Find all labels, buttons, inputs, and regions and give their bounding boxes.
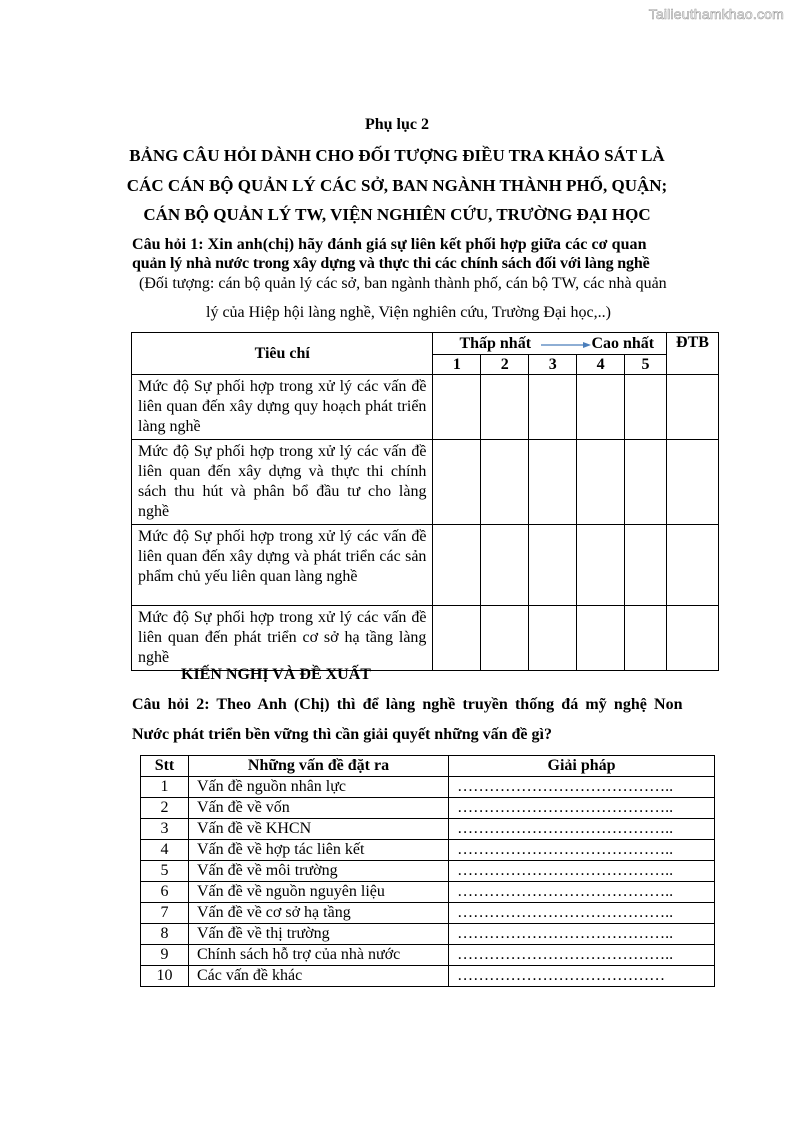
rating-cell[interactable] [625,525,667,606]
scale-low-label: Thấp nhất [459,335,532,352]
criteria-cell: Mức độ Sự phối hợp trong xử lý các vấn đề liên quan đến phát triển cơ sở hạ tầng làng nghề [132,606,433,671]
rating-cell[interactable] [481,606,529,671]
criteria-header: Tiêu chí [132,333,433,375]
question1-note-line-2: lý của Hiệp hội làng nghề, Viện nghiên cứu, Trường Đại học,..) [206,304,611,321]
appendix-title: Phụ lục 2 [364,116,429,133]
solution-cell[interactable]: ………………………………….. [449,924,715,945]
scale-3: 3 [529,355,577,375]
issue-header: Những vấn đề đặt ra [188,756,448,777]
coordination-rating-table [131,332,719,671]
question1-line-1: Câu hỏi 1: Xin anh(chị) hãy đánh giá sự liên kết phối hợp giữa các cơ quan [132,236,647,253]
rating-cell[interactable] [577,525,625,606]
avg-score-cell[interactable] [666,525,718,606]
solution-cell[interactable]: ………………………………….. [449,840,715,861]
table-row [141,819,715,840]
rating-cell[interactable] [625,440,667,525]
stt-cell: 7 [141,903,189,924]
issue-cell: Vấn đề về KHCN [188,819,448,840]
table-row [132,606,719,671]
rating-cell[interactable] [481,375,529,440]
scale-1: 1 [433,355,481,375]
criteria-cell: Mức độ Sự phối hợp trong xử lý các vấn đề liên quan đến xây dựng và phát triển các sản phẩm chủ yếu liên quan làng nghề [132,525,433,606]
stt-cell: 10 [141,966,189,987]
question2-line-2: Nước phát triển bền vững thì cần giải quyết những vấn đề gì? [132,726,552,743]
solution-cell[interactable]: ………………………………….. [449,903,715,924]
solution-header: Giải pháp [449,756,715,777]
stt-cell: 9 [141,945,189,966]
rating-cell[interactable] [577,375,625,440]
solution-cell[interactable]: ………………………………….. [449,861,715,882]
scale-2: 2 [481,355,529,375]
watermark: Tailieuthamkhao.com [648,6,784,22]
rating-cell[interactable] [625,375,667,440]
table-row [141,798,715,819]
rating-cell[interactable] [577,440,625,525]
scale-4: 4 [577,355,625,375]
stt-header: Stt [141,756,189,777]
issue-cell: Vấn đề về nguồn nguyên liệu [188,882,448,903]
avg-score-cell[interactable] [666,606,718,671]
solution-cell[interactable]: ………………………………….. [449,945,715,966]
criteria-cell: Mức độ Sự phối hợp trong xử lý các vấn đề liên quan đến xây dựng quy hoạch phát triển làng nghề [132,375,433,440]
table-row [132,375,719,440]
issue-cell: Các vấn đề khác [188,966,448,987]
rating-cell[interactable] [433,375,481,440]
table-row [141,861,715,882]
stt-cell: 2 [141,798,189,819]
rating-cell[interactable] [529,440,577,525]
stt-cell: 1 [141,777,189,798]
recommendations-heading: KIẾN NGHỊ VÀ ĐỀ XUẤT [181,666,371,683]
rating-cell[interactable] [433,606,481,671]
solution-cell[interactable]: ………………………………….. [449,819,715,840]
rating-cell[interactable] [433,525,481,606]
scale-header [433,333,667,355]
rating-cell[interactable] [577,606,625,671]
issue-cell: Vấn đề về môi trường [188,861,448,882]
stt-cell: 4 [141,840,189,861]
table-row [141,903,715,924]
rating-cell[interactable] [625,606,667,671]
stt-cell: 3 [141,819,189,840]
question1-line-2: quản lý nhà nước trong xây dựng và thực thi các chính sách đối với làng nghề [132,255,650,272]
scale-5: 5 [625,355,667,375]
issue-cell: Vấn đề nguồn nhân lực [188,777,448,798]
table-row [141,777,715,798]
table-row [141,882,715,903]
rating-cell[interactable] [529,375,577,440]
issue-cell: Vấn đề về cơ sở hạ tầng [188,903,448,924]
solution-cell[interactable]: ………………………………….. [449,798,715,819]
issue-cell: Vấn đề về vốn [188,798,448,819]
avg-score-cell[interactable] [666,440,718,525]
solution-cell[interactable]: ………………………………… [449,966,715,987]
avg-score-header: ĐTB [666,333,718,375]
heading-line-3: CÁN BỘ QUẢN LÝ TW, VIỆN NGHIÊN CỨU, TRƯỜNG ĐẠI HỌC [143,205,651,224]
avg-score-cell[interactable] [666,375,718,440]
rating-cell[interactable] [481,525,529,606]
stt-cell: 8 [141,924,189,945]
stt-cell: 5 [141,861,189,882]
stt-cell: 6 [141,882,189,903]
question2-line-1: Câu hỏi 2: Theo Anh (Chị) thì để làng nghề truyền thống đá mỹ nghệ Non [132,696,683,713]
solution-cell[interactable]: ………………………………….. [449,882,715,903]
heading-line-1: BẢNG CÂU HỎI DÀNH CHO ĐỐI TƯỢNG ĐIỀU TRA KHẢO SÁT LÀ [129,146,665,165]
issue-cell: Vấn đề về thị trường [188,924,448,945]
issue-cell: Vấn đề về hợp tác liên kết [188,840,448,861]
arrow-right-icon [541,341,591,349]
table-row [141,966,715,987]
rating-cell[interactable] [529,525,577,606]
table-row [141,945,715,966]
solution-cell[interactable]: ………………………………….. [449,777,715,798]
table-row [132,440,719,525]
rating-cell[interactable] [433,440,481,525]
table-row [132,525,719,606]
question1-note-line-1: (Đối tượng: cán bộ quản lý các sở, ban ngành thành phố, cán bộ TW, các nhà quản [139,275,667,292]
heading-line-2: CÁC CÁN BỘ QUẢN LÝ CÁC SỞ, BAN NGÀNH THÀNH PHỐ, QUẬN; [126,176,668,195]
scale-high-label: Cao nhất [591,335,655,352]
issue-cell: Chính sách hỗ trợ của nhà nước [188,945,448,966]
table-row [141,840,715,861]
table-row [141,924,715,945]
rating-cell[interactable] [481,440,529,525]
issues-solutions-table [140,755,715,987]
criteria-cell: Mức độ Sự phối hợp trong xử lý các vấn đề liên quan đến xây dựng và thực thi chính sách thu hút và phân bổ đầu tư cho làng nghề [132,440,433,525]
rating-cell[interactable] [529,606,577,671]
